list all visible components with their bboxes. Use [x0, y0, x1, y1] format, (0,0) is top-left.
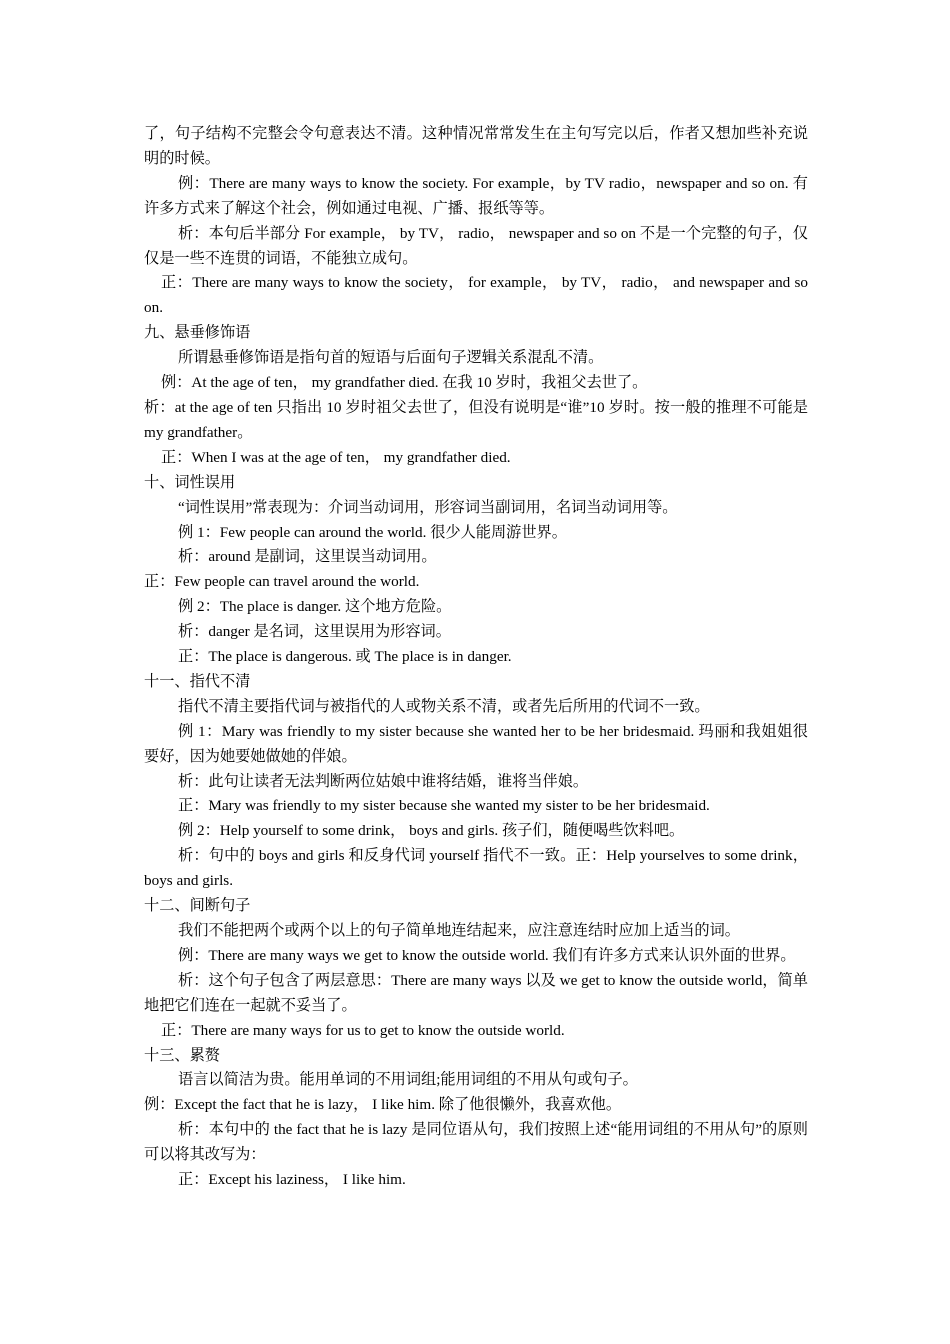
- paragraph: 析：本句中的 the fact that he is lazy 是同位语从句，我们按照上述“能用词组的不用从句”的原则可以将其改写为：: [144, 1121, 808, 1164]
- paragraph: 析：danger 是名词，这里误用为形容词。: [178, 623, 451, 641]
- paragraph: 所谓悬垂修饰语是指句首的短语与后面句子逻辑关系混乱不清。: [178, 349, 604, 367]
- paragraph: 正：There are many ways to know the society， for example， by TV， radio， and newspaper and so on.: [144, 274, 808, 317]
- paragraph: 语言以简洁为贵。能用单词的不用词组;能用词组的不用从句或句子。: [178, 1071, 638, 1089]
- paragraph: 析：around 是副词，这里误当动词用。: [178, 548, 437, 566]
- paragraph: 例：There are many ways we get to know the outside world. 我们有许多方式来认识外面的世界。: [178, 946, 796, 964]
- paragraph: 例 1：Few people can around the world. 很少人能周游世界。: [178, 523, 567, 541]
- paragraph: 例 1：Mary was friendly to my sister because she wanted her to be her bridesmaid. 玛丽和我姐姐很要好，因为她要她做她的伴娘。: [144, 722, 808, 765]
- paragraph: 正：There are many ways for us to get to know the outside world.: [161, 1021, 565, 1039]
- paragraph: 正：Except his laziness， I like him.: [178, 1171, 406, 1189]
- paragraph: 析：本句后半部分 For example， by TV， radio， newspaper and so on 不是一个完整的句子，仅仅是一些不连贯的词语，不能独立成句。: [144, 224, 808, 267]
- section-heading: 十三、累赘: [144, 1046, 220, 1064]
- paragraph: 例：At the age of ten， my grandfather died. 在我 10 岁时，我祖父去世了。: [161, 374, 648, 392]
- section-heading: 十、词性误用: [144, 473, 236, 491]
- section-heading: 九、悬垂修饰语: [144, 324, 251, 342]
- paragraph: 正：Mary was friendly to my sister because she wanted my sister to be her bridesmaid.: [178, 797, 710, 815]
- paragraph: 指代不清主要指代词与被指代的人或物关系不清，或者先后所用的代词不一致。: [178, 697, 710, 715]
- paragraph: 正：Few people can travel around the world.: [144, 573, 420, 591]
- section-heading: 十一、指代不清: [144, 672, 251, 690]
- paragraph: 正：The place is dangerous. 或 The place is in danger.: [178, 648, 512, 666]
- paragraph: 我们不能把两个或两个以上的句子简单地连结起来，应注意连结时应加上适当的词。: [178, 922, 740, 939]
- paragraph: 例：There are many ways to know the society. For example，by TV radio，newspaper and so on. 有许多方式来了解这个社会，例如通过电视、广播、报纸等等。: [144, 174, 808, 217]
- paragraph: 析：at the age of ten 只指出 10 岁时祖父去世了，但没有说明是“谁”10 岁时。按一般的推理不可能是 my grandfather。: [144, 398, 808, 441]
- document-page: [144, 122, 808, 1193]
- paragraph: 例：Except the fact that he is lazy， I like him. 除了他很懒外，我喜欢他。: [144, 1096, 622, 1114]
- paragraph: 了，句子结构不完整会令句意表达不清。这种情况常常发生在主句写完以后，作者又想加些补充说明的时候。: [144, 125, 808, 167]
- paragraph: 例 2：Help yourself to some drink， boys and girls. 孩子们，随便喝些饮料吧。: [178, 822, 685, 840]
- section-heading: 十二、间断句子: [144, 897, 251, 915]
- paragraph: 析：此句让读者无法判断两位姑娘中谁将结婚，谁将当伴娘。: [178, 772, 589, 790]
- paragraph: 正：When I was at the age of ten， my grandfather died.: [161, 448, 511, 466]
- paragraph: 析：这个句子包含了两层意思：There are many ways 以及 we get to know the outside world，简单地把它们连在一起就不妥当了。: [144, 971, 808, 1014]
- paragraph: 析：句中的 boys and girls 和反身代词 yourself 指代不一致。正：Help yourselves to some drink， boys and girls.: [144, 847, 808, 890]
- paragraph: 例 2：The place is danger. 这个地方危险。: [178, 598, 452, 616]
- paragraph: “词性误用”常表现为：介词当动词用，形容词当副词用，名词当动词用等。: [178, 498, 678, 516]
